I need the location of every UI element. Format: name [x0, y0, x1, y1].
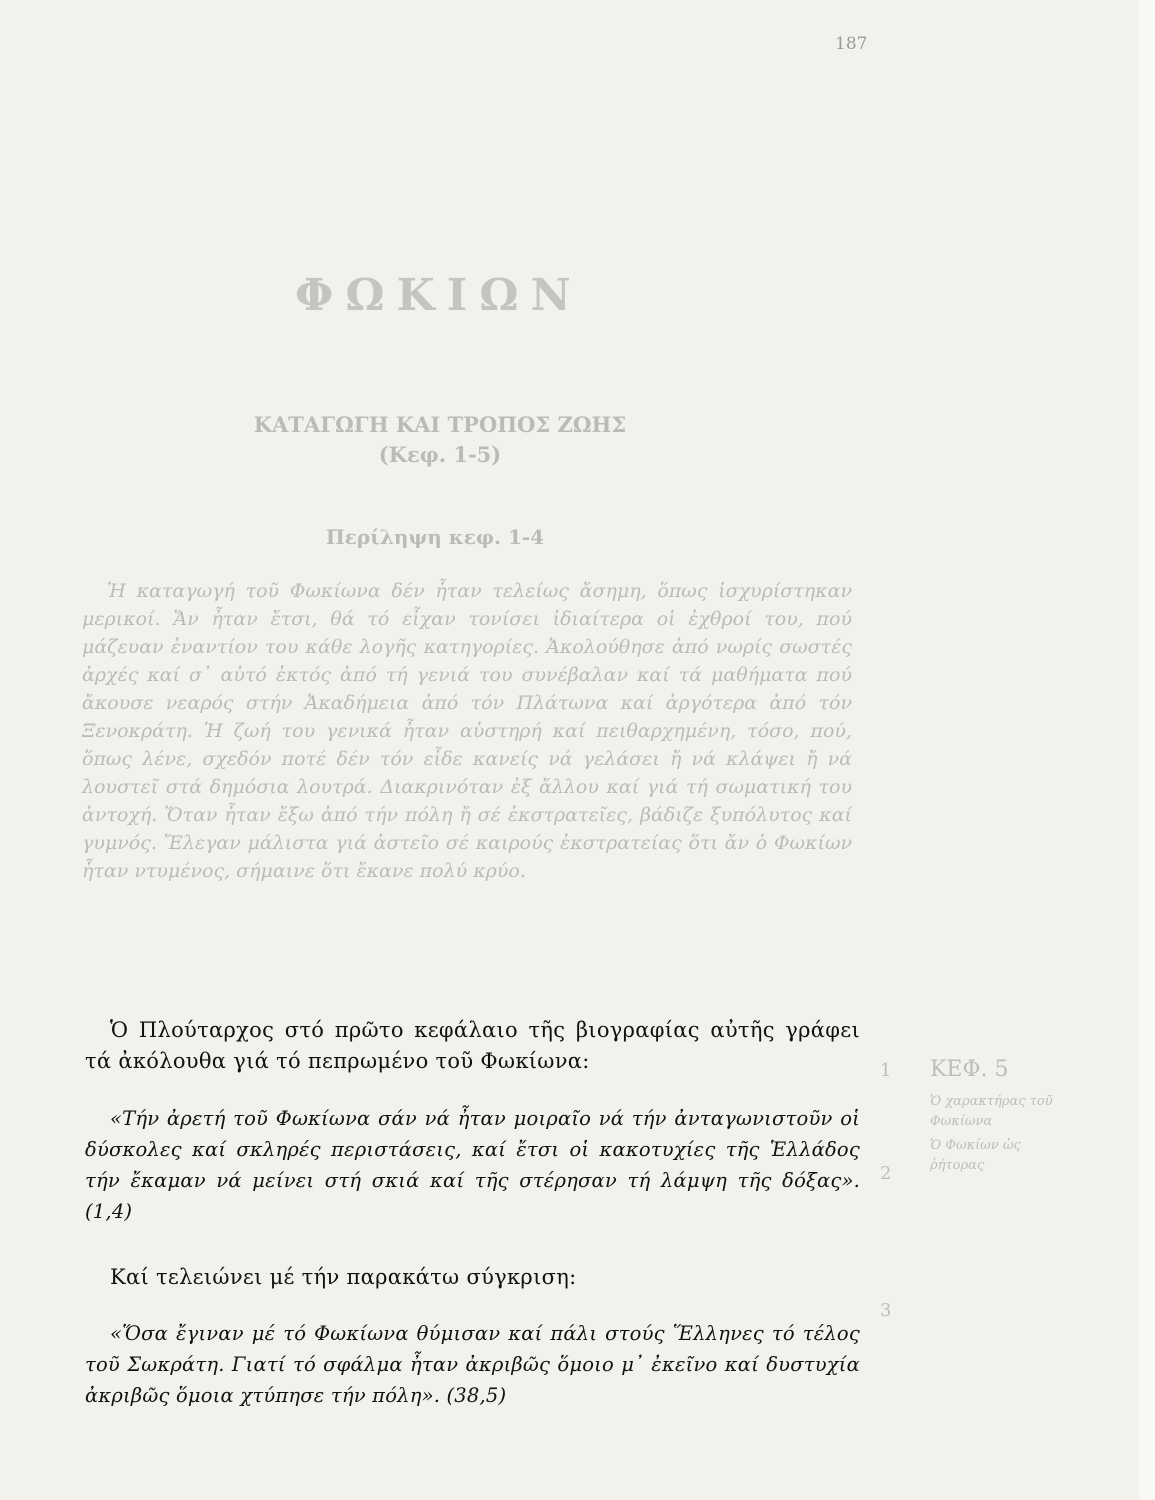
section-heading-title: ΚΑΤΑΓΩΓΗ ΚΑΙ ΤΡΟΠΟΣ ΖΩΗΣ [253, 412, 627, 437]
quote-socrates: «Ὅσα ἔγιναν μέ τό Φωκίωνα θύμισαν καί πάλι στούς Ἕλληνες τό τέλος τοῦ Σωκράτη. Γιατί τό σφάλμα ἦταν ἀκριβῶς ὅμοιο μ᾽ ἐκεῖνο καί δυστυχία ἀκριβῶς ὅμοια χτύπησε τήν πόλη». (38,5) [85, 1322, 860, 1407]
summary-heading: Περίληψη κεφ. 1-4 [325, 525, 545, 549]
margin-note-character: Ὁ χαρακτήρας τοῦ Φωκίωνα [930, 1094, 1053, 1129]
comparison-intro: Καί τελειώνει μέ τήν παρακάτω σύγκριση: [110, 1265, 577, 1289]
summary-text: Ἡ καταγωγή τοῦ Φωκίωνα δέν ἦταν τελείως ἄσημη, ὅπως ἰσχυρίστηκαν μερικοί. Ἄν ἦταν ἔτσι, θά τό εἶχαν τονίσει ἰδιαίτερα οἱ ἐχθροί του, πού μάζευαν ἐναντίον του κάθε λογῆς κατηγορίες. Ἀκολούθησε ἀπό νωρίς σωστές ἀρχές καί σ᾽ αὐτό ἐκτός ἀπό τή γενιά του συνέβαλαν καί τά μαθήματα πού ἄκουσε νεαρός στήν Ἀκαδήμεια ἀπό τόν Πλάτωνα καί ἀργότερα ἀπό τόν Ξενοκράτη. Ἡ ζωή του γενικά ἦταν αὐστηρή καί πειθαρχημένη, τόσο, πού, ὅπως λένε, σχεδόν ποτέ δέν τόν εἶδε κανείς νά γελάσει ἤ νά κλάψει ἤ νά λουστεῖ στά δημόσια λουτρά. Διακρινόταν ἐξ ἄλλου καί γιά τή σωματική του ἀντοχή. Ὅταν ἦταν ἔξω ἀπό τήν πόλη ἤ σέ ἐκστρατεῖες, βάδιζε ξυπόλυτος καί γυμνός. Ἔλεγαν μάλιστα γιά ἀστεῖο σέ καιρούς ἐκστρατείας ὅτι ἄν ὁ Φωκίων ἦταν ντυμένος, σήμαινε ὅτι ἔκανε πολύ κρύο. [82, 580, 852, 882]
margin-number-3: 3 [880, 1300, 892, 1321]
page-edge [1139, 0, 1155, 1500]
chapter-title: ΦΩΚΙΩΝ [295, 270, 583, 321]
margin-chapter-heading: ΚΕΦ. 5 [930, 1057, 1009, 1082]
intro-paragraph: Ὁ Πλούταρχος στό πρῶτο κεφάλαιο τῆς βιογραφίας αὐτῆς γράφει τά ἀκόλουθα γιά τό πεπρωμένο τοῦ Φωκίωνα: [85, 1018, 860, 1073]
margin-note-orator: Ὁ Φωκίων ὡς ῥήτορας [930, 1138, 1021, 1173]
margin-number-2: 2 [880, 1163, 892, 1184]
margin-number-1: 1 [880, 1060, 892, 1081]
section-heading-chapters: (Κεφ. 1-5) [378, 442, 502, 467]
quote-destiny: «Τήν ἀρετή τοῦ Φωκίωνα σάν νά ἦταν μοιραῖο νά τήν ἀνταγωνιστοῦν οἱ δύσκολες καί σκληρές περιστάσεις, καί ἔτσι οἱ κακοτυχίες τῆς Ἑλλάδος τήν ἔκαμαν νά μείνει στή σκιά καί τῆς στέρησαν τή λάμψη τῆς δόξας». (1,4) [85, 1107, 860, 1223]
section-heading [200, 410, 680, 470]
page-number: 187 [835, 34, 868, 54]
